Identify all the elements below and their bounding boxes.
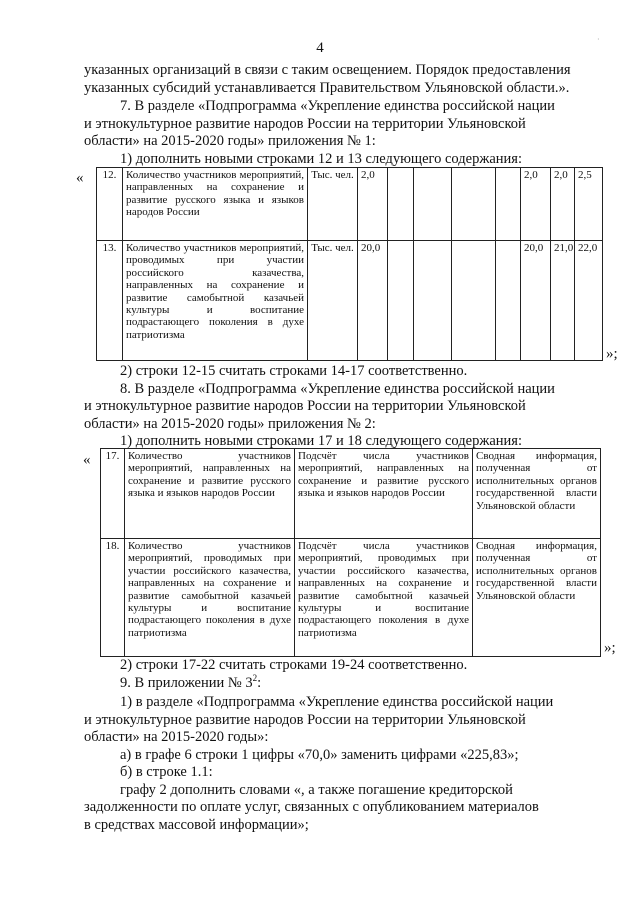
section-8-heading: 8. В разделе «Подпрограмма «Укрепление единства российской нации — [120, 380, 555, 397]
value-cell — [388, 168, 414, 241]
section-9-title: 9. В приложении № 3 — [120, 674, 253, 691]
text-line: 2) строки 17-22 считать строками 19-24 соответственно. — [120, 657, 468, 673]
row-number: 17. — [101, 449, 125, 539]
text-line: области» на 2015-2020 годы» приложения № 1: — [84, 133, 376, 149]
section-8 — [84, 363, 608, 451]
value-cell — [414, 241, 452, 361]
value-cell: 21,0 — [551, 241, 575, 361]
unit-cell: Тыс. чел. — [308, 168, 358, 241]
paragraph-continuation — [84, 62, 608, 97]
table-row — [97, 241, 603, 361]
indicator-name: Количество участников мероприятий, проводимых при участии российского казачества, направленных на сохранение и развитие самобытной казачьей культуры и воспитание подрастающего поколения в духе патриотизма — [123, 241, 308, 361]
close-quote-2: »; — [604, 640, 616, 656]
text-line: указанных организаций в связи с таким освещением. Порядок предоставления — [84, 62, 571, 78]
row-number: 12. — [97, 168, 123, 241]
section-7 — [84, 98, 608, 168]
text-line: а) в графе 6 строки 1 цифры «70,0» заменить цифрами «225,83»; — [120, 746, 519, 763]
text-line: в средствах массовой информации»; — [84, 816, 309, 833]
text-line: и этнокультурное развитие народов России на территории Ульяновской — [84, 115, 526, 132]
text-line: б) в строке 1.1: — [120, 764, 213, 780]
page-mark: · — [597, 35, 600, 44]
section-7-heading: 7. В разделе «Подпрограмма «Укрепление единства российской нации — [120, 98, 555, 114]
row-number: 13. — [97, 241, 123, 361]
text-line: 2) строки 12-15 считать строками 14-17 соответственно. — [120, 363, 468, 379]
calculation-method: Подсчёт числа участников мероприятий, проводимых при участии российского казачества, направленных на сохранение и развитие самобытной казачьей культуры и воспитание подрастающего поколения в духе патриотизма — [295, 539, 473, 657]
close-quote-1: »; — [606, 346, 618, 362]
section-9-heading — [84, 672, 608, 693]
text-line: задолженности по оплате услуг, связанных с опубликованием материалов — [84, 799, 539, 815]
data-source: Сводная информация, полученная от исполнительных органов государственной власти Ульяновской области — [473, 539, 601, 657]
row-number: 18. — [101, 539, 125, 657]
value-cell: 20,0 — [521, 241, 551, 361]
value-cell — [452, 168, 496, 241]
calculation-method: Подсчёт числа участников мероприятий, направленных на сохранение и развитие русского языка и языков народов России — [295, 449, 473, 539]
table-appendix-1 — [96, 167, 603, 361]
indicator-name: Количество участников мероприятий, направленных на сохранение и развитие русского языка и языков народов России — [125, 449, 295, 539]
indicator-name: Количество участников мероприятий, направленных на сохранение и развитие русского языка и языков народов России — [123, 168, 308, 241]
text-line: 1) в разделе «Подпрограмма «Укрепление единства российской нации — [120, 694, 554, 710]
colon: : — [257, 674, 262, 691]
value-cell — [496, 168, 521, 241]
page-number: 4 — [316, 40, 324, 56]
table-row — [101, 449, 601, 539]
value-cell: 2,5 — [575, 168, 603, 241]
text-line: и этнокультурное развитие народов России на территории Ульяновской — [84, 398, 526, 414]
text-line: 1) дополнить новыми строками 12 и 13 следующего содержания: — [120, 150, 522, 167]
table-appendix-2 — [100, 448, 601, 657]
value-cell: 20,0 — [358, 241, 388, 361]
open-quote-1: « — [76, 170, 84, 186]
section-9 — [84, 657, 608, 834]
superscript: 2 — [252, 672, 258, 683]
table-row — [97, 168, 603, 241]
table-row — [101, 539, 601, 657]
text-line: области» на 2015-2020 годы»: — [84, 729, 269, 745]
value-cell — [388, 241, 414, 361]
value-cell: 2,0 — [358, 168, 388, 241]
value-cell: 2,0 — [551, 168, 575, 241]
value-cell — [414, 168, 452, 241]
value-cell: 22,0 — [575, 241, 603, 361]
data-source: Сводная информация, полученная от исполнительных органов государственной власти Ульяновской области — [473, 449, 601, 539]
value-cell — [452, 241, 496, 361]
text-line: 1) дополнить новыми строками 17 и 18 следующего содержания: — [120, 433, 522, 449]
text-line: и этнокультурное развитие народов России на территории Ульяновской — [84, 711, 526, 728]
open-quote-2: « — [83, 452, 91, 468]
text-line: указанных субсидий устанавливается Правительством Ульяновской области.». — [84, 79, 570, 96]
indicator-name: Количество участников мероприятий, проводимых при участии российского казачества, направленных на сохранение и развитие самобытной казачьей культуры и воспитание подрастающего поколения в духе патриотизма — [125, 539, 295, 657]
value-cell — [496, 241, 521, 361]
unit-cell: Тыс. чел. — [308, 241, 358, 361]
text-line: области» на 2015-2020 годы» приложения № 2: — [84, 415, 376, 432]
value-cell: 2,0 — [521, 168, 551, 241]
text-line: графу 2 дополнить словами «, а также погашение кредиторской — [120, 781, 513, 798]
